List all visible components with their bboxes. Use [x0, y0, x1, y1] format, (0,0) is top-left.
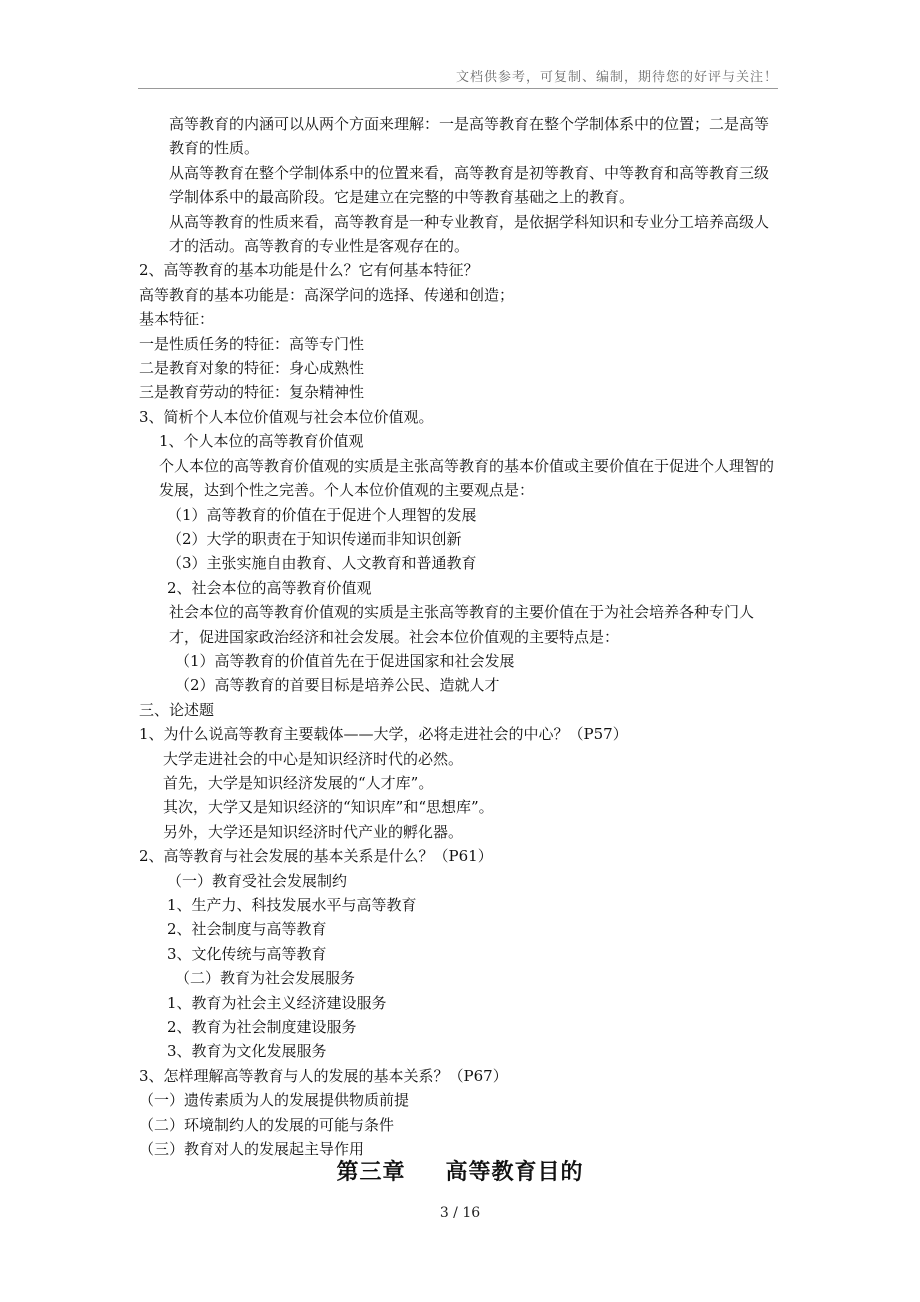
paragraph: 1、为什么说高等教育主要载体——大学，必将走进社会的中心？（P57） — [139, 725, 628, 744]
paragraph: （1）高等教育的价值首先在于促进国家和社会发展 — [175, 651, 515, 670]
header-note: 文档供参考，可复制、编制，期待您的好评与关注！ — [455, 70, 778, 85]
paragraph: 高等教育的基本功能是：高深学问的选择、传递和创造； — [139, 285, 515, 304]
paragraph: 个人本位的高等教育价值观的实质是主张高等教育的基本价值或主要价值在于促进个人理智的发展，达到个性之完善。个人本位价值观的主要观点是： — [159, 456, 775, 500]
paragraph: 基本特征： — [139, 310, 215, 329]
document-body — [139, 112, 779, 1161]
paragraph: 三、论述题 — [139, 700, 215, 719]
paragraph: 2、高等教育的基本功能是什么？它有何基本特征？ — [139, 261, 479, 280]
paragraph: 二是教育对象的特征：身心成熟性 — [139, 359, 365, 378]
paragraph: （1）高等教育的价值在于促进个人理智的发展 — [167, 505, 477, 524]
paragraph: （2）大学的职责在于知识传递而非知识创新 — [167, 529, 462, 548]
paragraph: 首先，大学是知识经济发展的“人才库”。 — [163, 773, 434, 792]
paragraph: 其次，大学又是知识经济的“知识库”和“思想库”。 — [163, 798, 494, 817]
paragraph: 2、社会制度与高等教育 — [167, 920, 327, 939]
paragraph: 1、个人本位的高等教育价值观 — [159, 432, 364, 451]
chapter-number: 第三章 — [336, 1160, 406, 1185]
paragraph: 2、高等教育与社会发展的基本关系是什么？（P61） — [139, 847, 493, 866]
paragraph: 3、教育为文化发展服务 — [167, 1042, 327, 1061]
paragraph: 从高等教育在整个学制体系中的位置来看，高等教育是初等教育、中等教育和高等教育三级学制体系中的最高阶段。它是建立在完整的中等教育基础之上的教育。 — [169, 163, 770, 207]
header-rule — [138, 88, 778, 89]
paragraph: 3、怎样理解高等教育与人的发展的基本关系？（P67） — [139, 1066, 508, 1085]
paragraph: 2、教育为社会制度建设服务 — [167, 1018, 357, 1037]
paragraph: 3、文化传统与高等教育 — [167, 944, 327, 963]
paragraph: 1、教育为社会主义经济建设服务 — [167, 993, 387, 1012]
paragraph: 社会本位的高等教育价值观的实质是主张高等教育的主要价值在于为社会培养各种专门人才，促进国家政治经济和社会发展。社会本位价值观的主要特点是： — [169, 603, 755, 646]
paragraph: （2）高等教育的首要目标是培养公民、造就人才 — [175, 676, 500, 695]
paragraph: 另外，大学还是知识经济时代产业的孵化器。 — [163, 822, 464, 841]
chapter-title: 高等教育目的 — [445, 1160, 584, 1185]
paragraph: 大学走进社会的中心是知识经济时代的必然。 — [163, 749, 464, 768]
chapter-heading — [0, 1155, 920, 1186]
paragraph: 2、社会本位的高等教育价值观 — [167, 578, 372, 597]
paragraph: （二）环境制约人的发展的可能与条件 — [139, 1115, 395, 1134]
paragraph: 三是教育劳动的特征：复杂精神性 — [139, 383, 365, 402]
paragraph: （3）主张实施自由教育、人文教育和普通教育 — [167, 554, 477, 573]
page-number: 3 / 16 — [439, 1205, 481, 1221]
paragraph: 一是性质任务的特征：高等专门性 — [139, 334, 365, 353]
paragraph: 从高等教育的性质来看，高等教育是一种专业教育，是依据学科知识和专业分工培养高级人才的活动。高等教育的专业性是客观存在的。 — [169, 212, 770, 256]
paragraph: （三）教育对人的发展起主导作用 — [139, 1140, 365, 1159]
paragraph: 1、生产力、科技发展水平与高等教育 — [167, 896, 417, 914]
paragraph: （一）教育受社会发展制约 — [167, 871, 348, 890]
paragraph: （二）教育为社会发展服务 — [175, 969, 356, 988]
paragraph: 3、简析个人本位价值观与社会本位价值观。 — [139, 407, 434, 426]
paragraph: （一）遗传素质为人的发展提供物质前提 — [139, 1091, 410, 1110]
paragraph: 高等教育的内涵可以从两个方面来理解：一是高等教育在整个学制体系中的位置；二是高等教育的性质。 — [169, 115, 770, 158]
